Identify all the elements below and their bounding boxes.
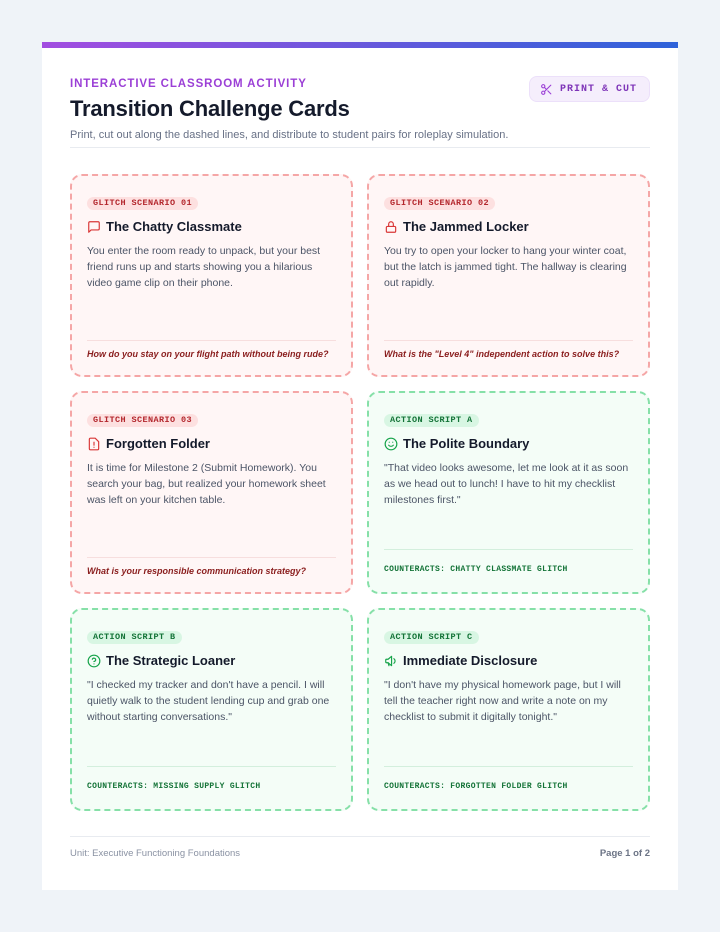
smile-icon [384, 437, 398, 451]
print-button-label: PRINT & CUT [559, 83, 637, 95]
card-badge: ACTION SCRIPT C [384, 631, 479, 644]
megaphone-icon [384, 654, 398, 668]
file-alert-icon [87, 437, 101, 451]
card-question: How do you stay on your flight path without being rude? [87, 349, 329, 359]
card-body: "I checked my tracker and don't have a pencil. I will quietly walk to the student lending cup and grab one without starting conversations." [87, 679, 330, 723]
card-title: The Jammed Locker [403, 219, 529, 234]
lock-icon [384, 220, 398, 234]
header-divider [70, 147, 650, 148]
card-title: Forgotten Folder [106, 436, 210, 451]
worksheet-page [42, 42, 678, 890]
card-counteracts: COUNTERACTS: CHATTY CLASSMATE GLITCH [384, 565, 568, 574]
card-glitch-02 [367, 174, 650, 377]
chat-bubble-icon [87, 220, 101, 234]
card-badge: GLITCH SCENARIO 02 [384, 197, 495, 210]
print-and-cut-button[interactable] [529, 76, 650, 102]
footer-divider [70, 836, 650, 837]
card-question: What is the "Level 4" independent action to solve this? [384, 349, 620, 359]
page-title: Transition Challenge Cards [70, 96, 350, 121]
card-badge: GLITCH SCENARIO 03 [87, 414, 198, 427]
unit-label: Unit: Executive Functioning Foundations [70, 848, 241, 859]
scissors-icon [540, 83, 553, 96]
eyebrow-label: INTERACTIVE CLASSROOM ACTIVITY [70, 78, 307, 90]
card-title: Immediate Disclosure [403, 653, 538, 668]
page-subtitle: Print, cut out along the dashed lines, and distribute to student pairs for roleplay simulation. [70, 129, 509, 141]
card-script-b [70, 608, 353, 811]
card-glitch-01 [70, 174, 353, 377]
card-body: It is time for Milestone 2 (Submit Homework). You search your bag, but realized your homework sheet was left on your kitchen table. [87, 462, 326, 506]
card-body: "That video looks awesome, let me look at it as soon as we head out to lunch! I have to hit my checklist milestones first." [384, 462, 629, 506]
card-title: The Chatty Classmate [106, 219, 242, 234]
card-badge: ACTION SCRIPT B [87, 631, 182, 644]
page-footer [70, 848, 650, 859]
card-script-a [367, 391, 650, 594]
card-badge: GLITCH SCENARIO 01 [87, 197, 198, 210]
card-glitch-03 [70, 391, 353, 594]
card-body: You try to open your locker to hang your winter coat, but the latch is jammed tight. The hallway is clearing out rapidly. [384, 245, 627, 289]
card-script-c [367, 608, 650, 811]
card-question: What is your responsible communication strategy? [87, 566, 307, 576]
card-divider [87, 340, 336, 341]
card-title: The Polite Boundary [403, 436, 530, 451]
help-circle-icon [87, 654, 101, 668]
card-counteracts: COUNTERACTS: MISSING SUPPLY GLITCH [87, 782, 261, 791]
card-badge: ACTION SCRIPT A [384, 414, 479, 427]
card-divider [87, 557, 336, 558]
card-divider [87, 766, 336, 767]
card-title: The Strategic Loaner [106, 653, 236, 668]
card-divider [384, 549, 633, 550]
card-body: You enter the room ready to unpack, but your best friend runs up and starts showing you a hilarious video game clip on their phone. [87, 245, 321, 289]
page-header [42, 48, 678, 141]
card-divider [384, 340, 633, 341]
page-number: Page 1 of 2 [599, 848, 650, 859]
card-divider [384, 766, 633, 767]
card-body: "I don't have my physical homework page, but I will tell the teacher right now and write a note on my checklist to submit it digitally tonight." [384, 679, 621, 723]
card-counteracts: COUNTERACTS: FORGOTTEN FOLDER GLITCH [384, 782, 568, 791]
